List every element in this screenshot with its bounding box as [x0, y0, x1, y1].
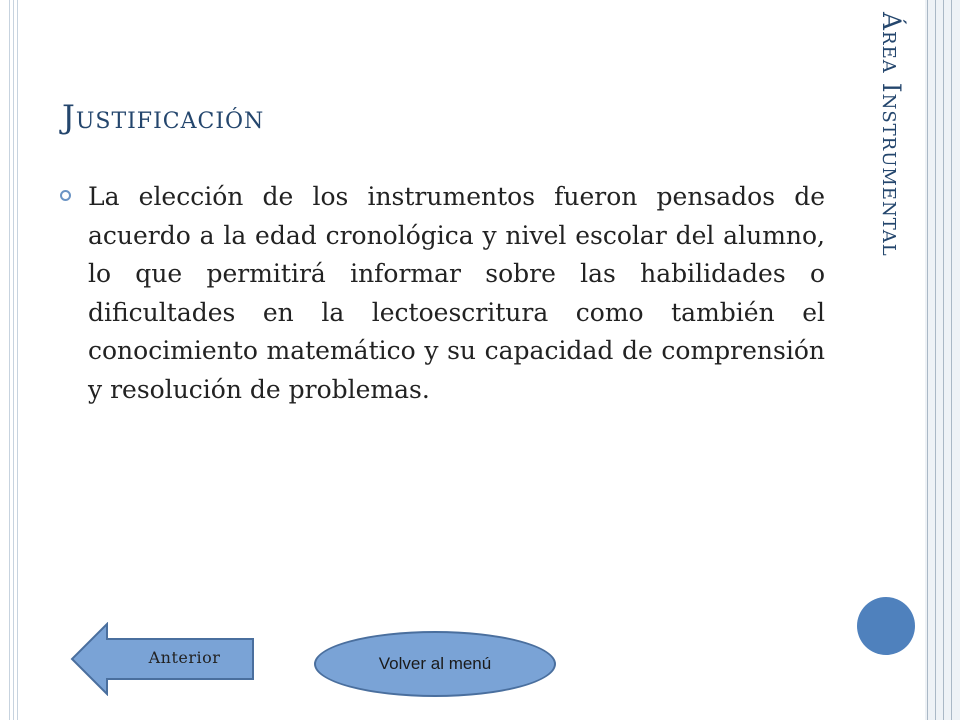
previous-button[interactable] [70, 622, 255, 696]
left-border-line [9, 0, 10, 720]
menu-button-label: Volver al menú [378, 654, 492, 673]
decorative-circle [857, 597, 915, 655]
left-border-line [17, 0, 18, 720]
back-to-menu-button[interactable] [314, 631, 556, 697]
section-title: Área Instrumental [877, 12, 906, 257]
right-stripe [927, 0, 928, 720]
bullet-icon [60, 190, 71, 201]
bullet-text: La elección de los instrumentos fueron pensados de acuerdo a la edad cronológica y nivel escolar del alumno, lo que permitirá informar sobre las habilidades o dificultades en la lectoescritura como también el conocimiento matemático y su capacidad de comprensión y resolución de problemas. [88, 182, 825, 404]
slide-title: Justificación [62, 98, 265, 136]
right-stripe [935, 0, 936, 720]
bullet-list [60, 178, 825, 409]
right-stripe [951, 0, 952, 720]
previous-label: Anterior [148, 648, 221, 667]
right-stripe [943, 0, 944, 720]
left-border-line [13, 0, 14, 720]
